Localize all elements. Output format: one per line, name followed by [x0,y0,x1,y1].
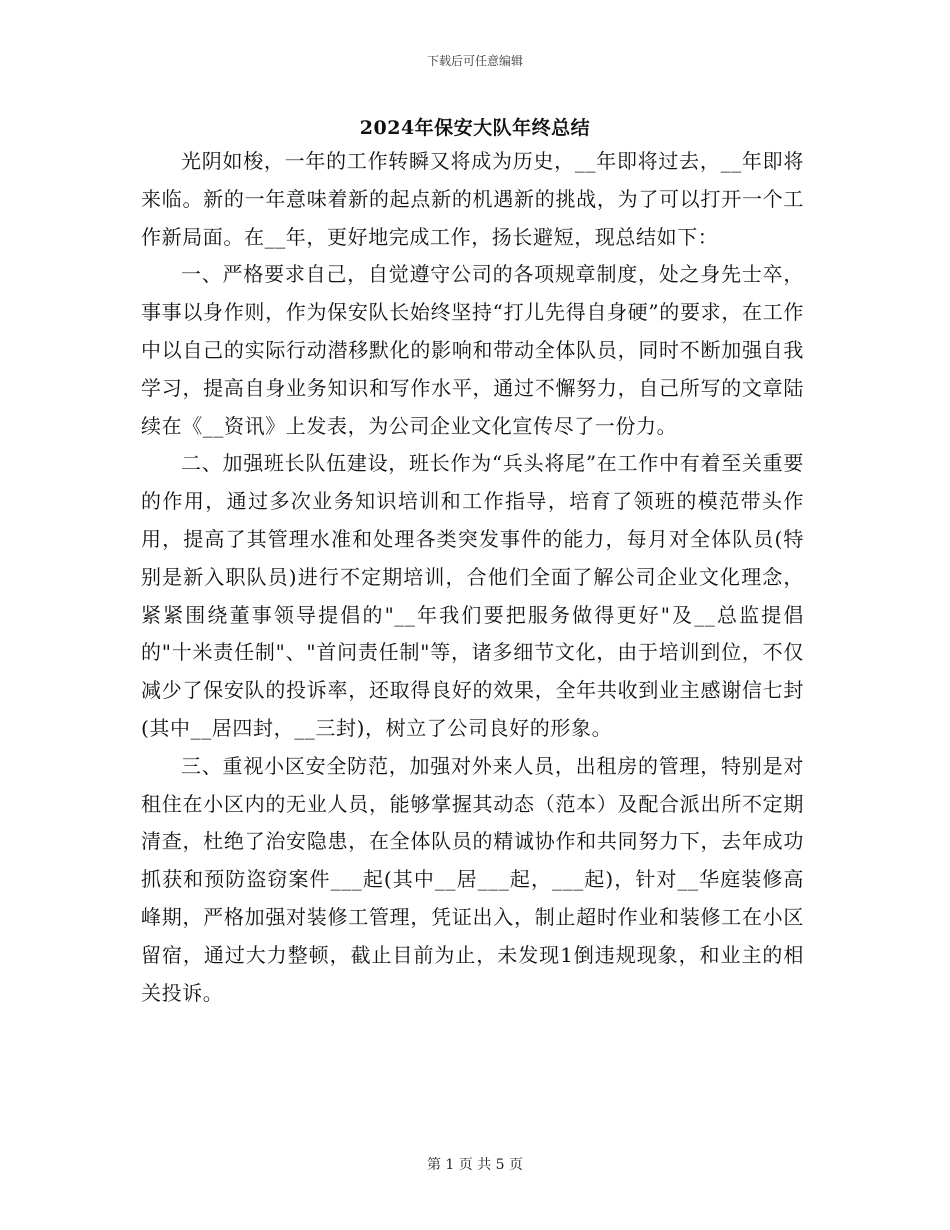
download-note: 下载后可任意编辑 [426,54,523,68]
paragraph-section-1: 一、严格要求自己，自觉遵守公司的各项规章制度，处之身先士卒，事事以身作则，作为保安队长始终坚持“打儿先得自身硬”的要求，在工作中以自己的实际行动潜移默化的影响和带动全体队员，同时不断加强自我学习，提高自身业务知识和写作水平，通过不懈努力，自己所写的文章陆续在《__资讯》上发表，为公司企业文化宣传尽了一份力。 [141,262,804,438]
page-number: 第 1 页 共 5 页 [426,1157,524,1173]
document-body [141,143,804,1012]
document-title: 2024年保安大队年终总结 [359,117,591,139]
paragraph-intro: 光阴如梭，一年的工作转瞬又将成为历史，__年即将过去，__年即将来临。新的一年意味着新的起点新的机遇新的挑战，为了可以打开一个工作新局面。在__年，更好地完成工作，扬长避短，现总结如下： [141,149,804,249]
paragraph-section-2: 二、加强班长队伍建设，班长作为“兵头将尾”在工作中有着至关重要的作用，通过多次业务知识培训和工作指导，培育了领班的模范带头作用，提高了其管理水准和处理各类突发事件的能力，每月对全体队员(特别是新入职队员)进行不定期培训，合他们全面了解公司企业文化理念，紧紧围绕董事领导提倡的"__年我们要把服务做得更好"及__总监提倡的"十米责任制"、"首问责任制"等，诸多细节文化，由于培训到位，不仅减少了保安队的投诉率，还取得良好的效果，全年共收到业主感谢信七封(其中__居四封，__三封)，树立了公司良好的形象。 [141,451,804,740]
paragraph-section-3: 三、重视小区安全防范，加强对外来人员，出租房的管理，特别是对租住在小区内的无业人员，能够掌握其动态（范本）及配合派出所不定期清查，杜绝了治安隐患，在全体队员的精诚协作和共同努力下，去年成功抓获和预防盗窃案件___起(其中__居___起，___起)，针对__华庭装修高峰期，严格加强对装修工管理，凭证出入，制止超时作业和装修工在小区留宿，通过大力整顿，截止目前为止，未发现1倒违规现象，和业主的相关投诉。 [141,753,804,1005]
